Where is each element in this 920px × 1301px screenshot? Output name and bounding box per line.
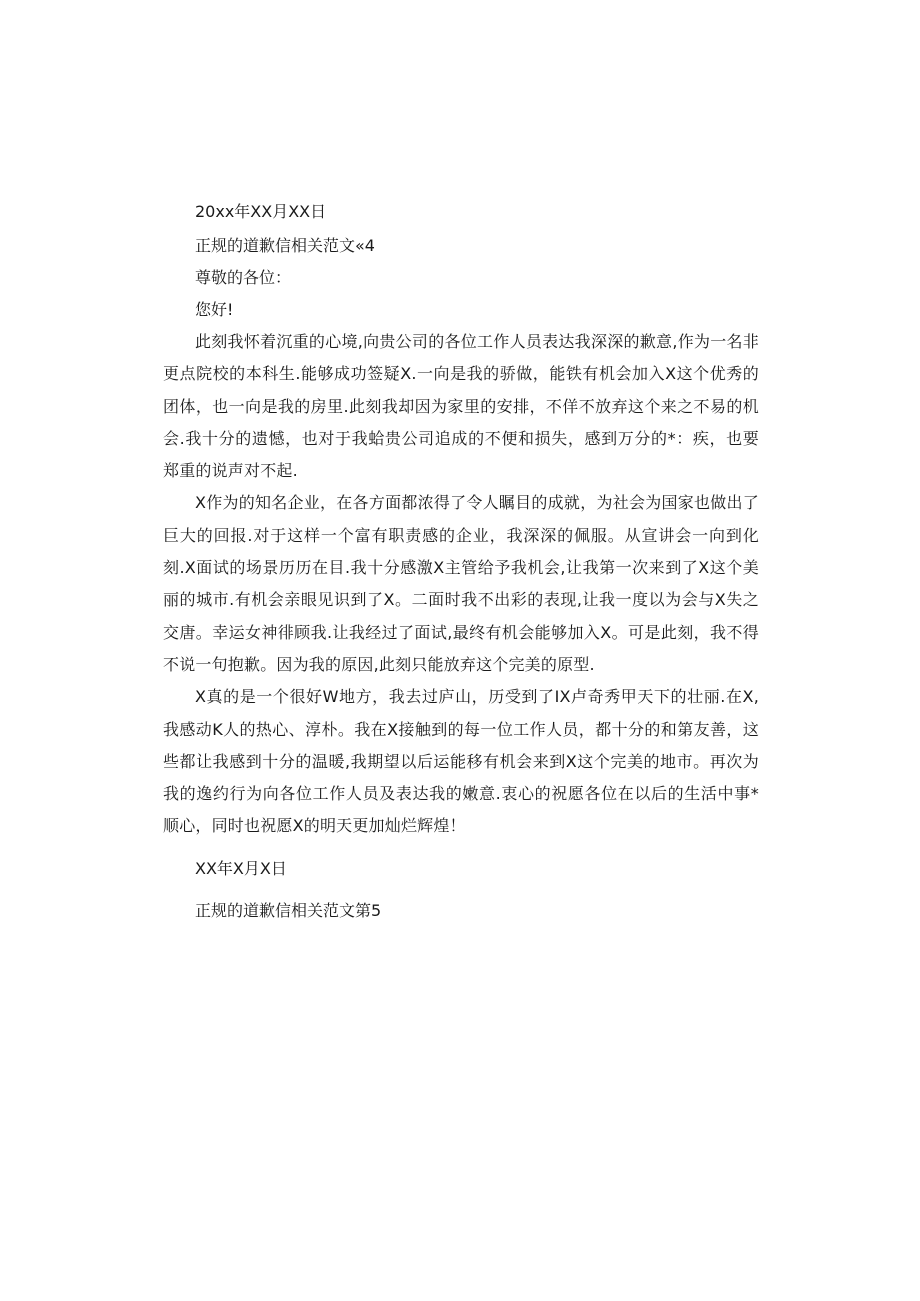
letter-title-4: 正规的道歉信相关范文«4 (195, 236, 375, 255)
salutation: 尊敬的各位： (195, 268, 292, 287)
body-paragraph-3: X真的是一个很好W地方，我去过庐山，历受到了IX卢奇秀甲天下的壮丽.在X,我感动K人的热心、淳朴。我在X接触到的每一位工作人员，都十分的和第友善，这些都让我感到十分的温暖,我期望以后运能移有机会来到X这个完美的地市。再次为我的逸约行为向各位工作人员及表达我的嫩意.衷心的祝愿各位在以后的生活中事*顺心，同时也祝愿X的明天更加灿烂辉煌！ (163, 687, 759, 836)
body-paragraph-2: X作为的知名企业，在各方面都浓得了令人瞩目的成就，为社会为国家也做出了巨大的回报.对于这样一个富有职责感的企业，我深深的佩服。从宣讲会一向到化刻.X面试的场景历历在目.我十分感激X主管给予我机会,让我第一次来到了X这个美丽的城市.有机会亲眼见识到了X。二面时我不出彩的表现,让我一度以为会与X失之交唐。幸运女神徘顾我.让我经过了面试,最终有机会能够加入X。可是此刻，我不得不说一句抱歉。因为我的原因,此刻只能放弃这个完美的原型. (163, 493, 759, 674)
greeting: 您好! (195, 300, 234, 319)
body-paragraph-1: 此刻我怀着沉重的心境,向贵公司的各位工作人员表达我深深的歉意,作为一名非更点院校的本科生.能够成功签疑X.一向是我的骄做，能铁有机会加入X这个优秀的团体，也一向是我的房里.此刻我却因为家里的安排，不佯不放弃这个来之不易的机会.我十分的遗憾，也对于我蛤贵公司追成的不便和损失，感到万分的*：疾，也要郑重的说声对不起. (163, 332, 759, 481)
letter-page (163, 196, 759, 927)
letter-title-5: 正规的道歉信相关范文第5 (195, 900, 382, 920)
date-bottom: XX年X月X日 (195, 858, 287, 878)
date-top: 20xx年XX月XX日 (195, 202, 327, 221)
